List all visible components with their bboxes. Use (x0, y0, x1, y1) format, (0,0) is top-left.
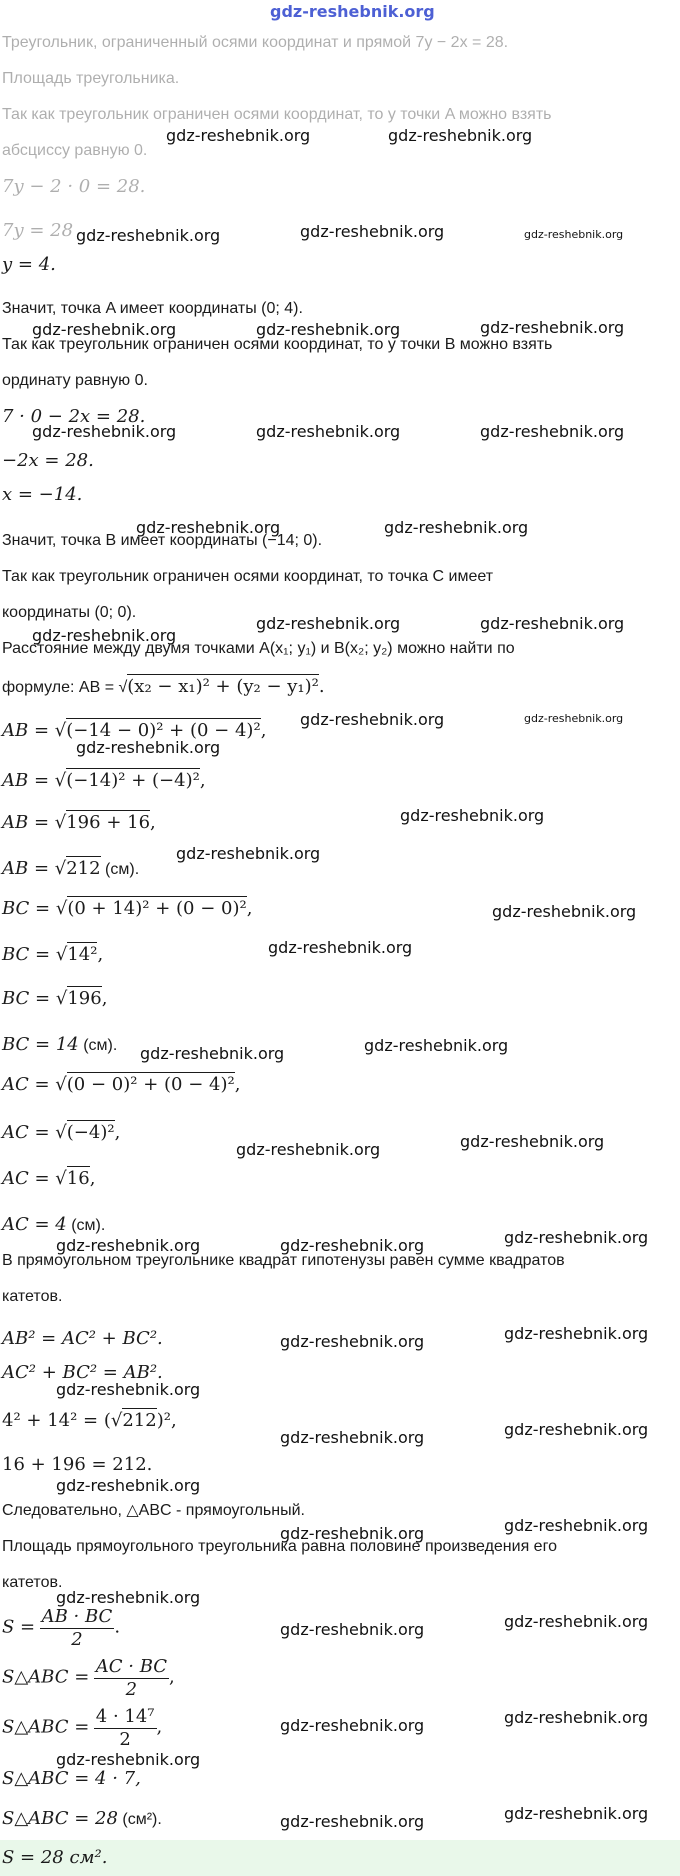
watermark: gdz-reshebnik.org (504, 1612, 649, 1631)
area-step-2: S△ABC = $\frac{AC \cdot BC}{2}$ , (2, 1656, 175, 1700)
watermark: gdz-reshebnik.org (280, 1524, 425, 1543)
eq-pythagoras-1: AB² = AC² + BC². (2, 1328, 163, 1349)
ac-step-1-lhs: AC = √ (2, 1074, 67, 1095)
text-b-3: Значит, точка B имеет координаты (−14; 0). (2, 532, 323, 549)
text-pythagoras-2: катетов. (2, 1288, 63, 1305)
watermark: gdz-reshebnik.org (504, 1324, 649, 1343)
text-area-2: катетов. (2, 1574, 63, 1591)
ac-unit: (см). (71, 1217, 106, 1234)
text-b-1: Так как треугольник ограничен осями координат, то у точки B можно взять (2, 336, 553, 353)
eq-a-2: 7y = 28 (2, 220, 74, 241)
watermark: gdz-reshebnik.org (492, 902, 637, 921)
watermark: gdz-reshebnik.org (300, 710, 445, 729)
ab-step-4 (2, 858, 139, 881)
watermark: gdz-reshebnik.org (32, 422, 177, 441)
watermark: gdz-reshebnik.org (56, 1476, 201, 1495)
area-step-5 (2, 1808, 162, 1831)
eq-pythagoras-4: 16 + 196 = 212. (2, 1454, 153, 1475)
bc-step-2-lhs: BC = √ (2, 944, 68, 965)
ac-step-4 (2, 1214, 105, 1237)
ac-step-3: AC = √16, (2, 1168, 96, 1189)
watermark: gdz-reshebnik.org (176, 844, 321, 863)
watermark: gdz-reshebnik.org (280, 1716, 425, 1735)
watermark: gdz-reshebnik.org (280, 1428, 425, 1447)
watermark: gdz-reshebnik.org (504, 1708, 649, 1727)
text-d-1: Расстояние между двумя точками A(x₁; y₁) и B(x₂; y₂) можно найти по (2, 640, 515, 657)
watermark: gdz-reshebnik.org (504, 1804, 649, 1823)
watermark: gdz-reshebnik.org (236, 1140, 381, 1159)
watermark: gdz-reshebnik.org (136, 518, 281, 537)
ab-step-1-lhs: AB = √ (2, 720, 67, 741)
ab-step-3: AB = √196 + 16, (2, 812, 156, 833)
watermark: gdz-reshebnik.org (56, 1380, 201, 1399)
watermark: gdz-reshebnik.org (256, 320, 401, 339)
watermark: gdz-reshebnik.org (504, 1228, 649, 1247)
watermark: gdz-reshebnik.org (300, 222, 445, 241)
area-step-1-fraction (40, 1606, 115, 1651)
eq-b-2: −2x = 28. (2, 450, 94, 471)
watermark: gdz-reshebnik.org (32, 320, 177, 339)
watermark: gdz-reshebnik.org (140, 1044, 285, 1063)
watermark: gdz-reshebnik.org (280, 1332, 425, 1351)
watermark: gdz-reshebnik.org (76, 738, 221, 757)
ab-step-2-lhs: AB = √ (2, 770, 67, 791)
bc-step-1-radicand: (0 + 14)² + (0 − 0)² (67, 898, 247, 919)
task-statement: Треугольник, ограниченный осями координат и прямой 7y − 2x = 28. (2, 34, 509, 51)
area-step-1-lhs: S = (2, 1616, 36, 1638)
watermark: gdz-reshebnik.org (504, 1420, 649, 1439)
area-step-2-fraction (94, 1656, 169, 1701)
area-step-1-denominator: 2 (71, 1629, 83, 1650)
bc-step-3-radicand: 196 (67, 988, 102, 1009)
eq-a-1: 7y − 2 · 0 = 28. (2, 176, 146, 197)
watermark: gdz-reshebnik.org (480, 614, 625, 633)
area-step-3-denominator: 2 (119, 1729, 131, 1750)
text-b-2: ординату равную 0. (2, 372, 148, 389)
eq-pythagoras-3-lhs: 4² + 14² = (√ (2, 1410, 123, 1431)
text-a-2: абсциссу равную 0. (2, 142, 148, 159)
text-area-1: Площадь прямоугольного треугольника равна половине произведения его (2, 1538, 557, 1555)
bc-unit: (см). (83, 1037, 118, 1054)
eq-b-1: 7 · 0 − 2x = 28. (2, 406, 146, 427)
ac-step-2-lhs: AC = √ (2, 1122, 67, 1143)
ab-step-3-radicand: 196 + 16 (66, 812, 151, 833)
watermark: gdz-reshebnik.org (400, 806, 545, 825)
text-a-3: Значит, точка A имеет координаты (0; 4). (2, 300, 303, 317)
ab-step-2-radicand: (−14)² + (−4)² (66, 770, 200, 791)
eq-b-3: x = −14. (2, 484, 83, 505)
distance-formula-prefix: формуле: AB = √ (2, 679, 128, 696)
text-a-1: Так как треугольник ограничен осями координат, то у точки A можно взять (2, 106, 552, 123)
bc-step-3: BC = √196, (2, 988, 108, 1009)
area-step-2-numerator: AC · BC (95, 1656, 168, 1677)
watermark: gdz-reshebnik.org (480, 318, 625, 337)
eq-pythagoras-3-tail: )², (156, 1410, 177, 1431)
watermark: gdz-reshebnik.org (56, 1236, 201, 1255)
bc-step-1: BC = √(0 + 14)² + (0 − 0)², (2, 898, 253, 919)
area-step-3-fraction (94, 1706, 157, 1751)
area-step-3-lhs: S△ABC = (2, 1716, 90, 1738)
watermark: gdz-reshebnik.org (268, 938, 413, 957)
watermark: gdz-reshebnik.org (56, 1588, 201, 1607)
eq-pythagoras-3-radicand: 212 (122, 1410, 157, 1431)
watermark: gdz-reshebnik.org (364, 1036, 509, 1055)
eq-pythagoras-3 (2, 1410, 177, 1433)
watermark: gdz-reshebnik.org (256, 614, 401, 633)
text-pythagoras-1: В прямоугольном треугольнике квадрат гипотенузы равен сумме квадратов (2, 1252, 565, 1269)
watermark: gdz-reshebnik.org (460, 1132, 605, 1151)
area-step-1: S = $\frac{AB \cdot BC}{2}$ . (2, 1606, 121, 1650)
watermark: gdz-reshebnik.org (280, 1812, 425, 1831)
watermark: gdz-reshebnik.org (480, 422, 625, 441)
ac-step-4-value: AC = 4 (2, 1214, 67, 1235)
ab-step-1-radicand: (−14 − 0)² + (0 − 4)² (66, 720, 261, 741)
ab-step-2: AB = √(−14)² + (−4)², (2, 770, 206, 791)
area-unit: (см²). (122, 1811, 162, 1828)
task-question: Площадь треугольника. (2, 70, 180, 87)
bc-step-3-lhs: BC = √ (2, 988, 68, 1009)
watermark: gdz-reshebnik.org (524, 712, 624, 725)
ab-step-4-radicand: 212 (66, 858, 101, 879)
area-step-4: S△ABC = 4 · 7, (2, 1768, 141, 1789)
eq-a-3: y = 4. (2, 254, 56, 275)
watermark: gdz-reshebnik.org (524, 228, 624, 241)
ab-unit: (см). (105, 861, 140, 878)
bc-step-4-value: BC = 14 (2, 1034, 79, 1055)
eq-pythagoras-2: AC² + BC² = AB². (2, 1362, 163, 1383)
bc-step-1-lhs: BC = √ (2, 898, 68, 919)
text-c-2: координаты (0; 0). (2, 604, 137, 621)
area-step-1-numerator: AB · BC (41, 1606, 113, 1627)
distance-formula-radicand: (x₂ − x₁)² + (y₂ − y₁)² (127, 676, 319, 697)
ac-step-1: AC = √(0 − 0)² + (0 − 4)², (2, 1074, 241, 1095)
watermark: gdz-reshebnik.org (388, 126, 533, 145)
watermark: gdz-reshebnik.org (256, 422, 401, 441)
bc-step-2-radicand: 14² (67, 944, 98, 965)
watermark: gdz-reshebnik.org (504, 1516, 649, 1535)
answer-text: S = 28 см². (2, 1847, 108, 1868)
area-step-3-numerator: 4 · 14⁷ (95, 1706, 155, 1727)
watermark: gdz-reshebnik.org (280, 1620, 425, 1639)
watermark: gdz-reshebnik.org (280, 1236, 425, 1255)
ac-step-3-lhs: AC = √ (2, 1168, 67, 1189)
ac-step-2: AC = √(−4)², (2, 1122, 121, 1143)
area-step-5-value: S△ABC = 28 (2, 1808, 118, 1829)
text-right-triangle: Следовательно, △ABC - прямоугольный. (2, 1502, 305, 1519)
ac-step-3-radicand: 16 (66, 1168, 90, 1189)
area-step-2-lhs: S△ABC = (2, 1666, 90, 1688)
area-step-3: S△ABC = $\frac{\text{4 · 14⁷}}{2}$ , (2, 1706, 163, 1750)
text-c-1: Так как треугольник ограничен осями координат, то точка C имеет (2, 568, 494, 585)
watermark: gdz-reshebnik.org (166, 126, 311, 145)
answer-block (0, 1840, 680, 1876)
ab-step-4-lhs: AB = √ (2, 858, 67, 879)
bc-step-4 (2, 1034, 117, 1057)
watermark: gdz-reshebnik.org (56, 1750, 201, 1769)
ac-step-2-radicand: (−4)² (66, 1122, 115, 1143)
watermark: gdz-reshebnik.org (32, 626, 177, 645)
area-step-2-denominator: 2 (125, 1679, 138, 1700)
bc-step-2: BC = √14², (2, 944, 104, 965)
ab-step-1: AB = √(−14 − 0)² + (0 − 4)², (2, 720, 267, 741)
watermark: gdz-reshebnik.org (76, 226, 221, 245)
distance-formula: формуле: AB = √(x₂ − x₁)² + (y₂ − y₁)². (2, 676, 325, 697)
watermark: gdz-reshebnik.org (384, 518, 529, 537)
ac-step-1-radicand: (0 − 0)² + (0 − 4)² (66, 1074, 235, 1095)
ab-step-3-lhs: AB = √ (2, 812, 67, 833)
watermark-top: gdz-reshebnik.org (270, 2, 435, 21)
